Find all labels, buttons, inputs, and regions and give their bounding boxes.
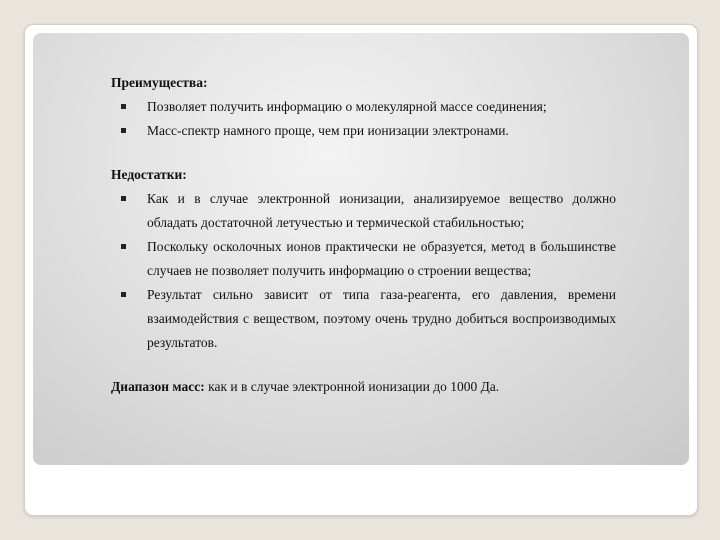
square-bullet-icon	[121, 244, 126, 249]
advantages-title: Преимущества:	[111, 75, 208, 90]
disadvantages-list	[111, 187, 616, 355]
mass-range-label: Диапазон масс:	[111, 379, 205, 394]
disadvantage-item	[111, 187, 616, 235]
slide-text	[111, 71, 616, 399]
content-panel	[33, 33, 689, 465]
square-bullet-icon	[121, 128, 126, 133]
disadvantages-title: Недостатки:	[111, 167, 187, 182]
mass-range-line	[111, 375, 616, 399]
spacer	[111, 355, 616, 375]
disadvantage-text: Результат сильно зависит от типа газа-реагента, его давления, времени взаимодействия с веществом, поэтому очень трудно добиться воспроизводимых результатов.	[147, 287, 616, 350]
slide-frame	[24, 24, 698, 516]
square-bullet-icon	[121, 196, 126, 201]
disadvantage-item	[111, 235, 616, 283]
mass-range-text: как и в случае электронной ионизации до 1000 Да.	[204, 379, 500, 394]
advantage-text: Масс-спектр намного проще, чем при ионизации электронами.	[147, 123, 509, 138]
square-bullet-icon	[121, 292, 126, 297]
spacer	[111, 143, 616, 163]
advantage-item	[111, 95, 616, 119]
advantage-item	[111, 119, 616, 143]
advantage-text: Позволяет получить информацию о молекулярной массе соединения;	[147, 99, 547, 114]
square-bullet-icon	[121, 104, 126, 109]
advantages-list	[111, 95, 616, 143]
disadvantage-text: Поскольку осколочных ионов практически не образуется, метод в большинстве случаев не позволяет получить информацию о строении вещества;	[147, 239, 616, 278]
disadvantage-text: Как и в случае электронной ионизации, анализируемое вещество должно обладать достаточной летучестью и термической стабильностью;	[147, 191, 616, 230]
disadvantage-item	[111, 283, 616, 355]
